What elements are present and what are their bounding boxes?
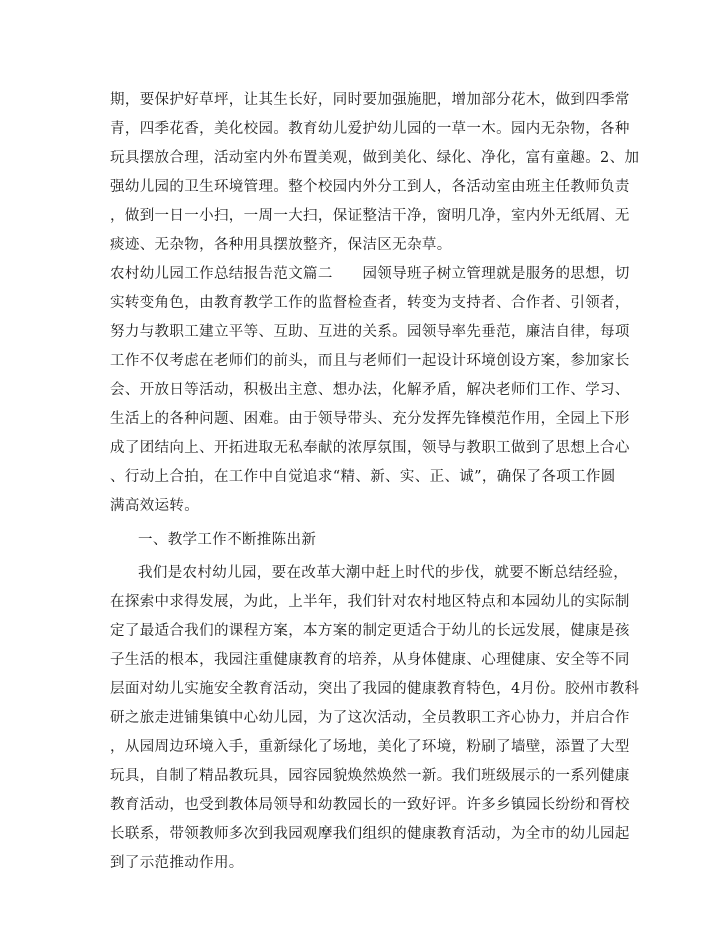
text-line: 强幼儿园的卫生环境管理。整个校园内外分工到人，各活动室由班主任教师负责 bbox=[110, 179, 630, 195]
text-line: 玩具，自制了精品教玩具，园容园貌焕然焕然一新。我们班级展示的一系列健康 bbox=[110, 768, 630, 784]
section-heading: 一、教学工作不断推陈出新 bbox=[138, 532, 317, 548]
text-line: 满高效运转。 bbox=[110, 498, 200, 514]
text-line: 痰迹、无杂物，各种用具摆放整齐，保洁区无杂草。 bbox=[110, 237, 452, 253]
text-line: 到了示范推动作用。 bbox=[110, 855, 244, 871]
text-line: 在探索中求得发展，为此，上半年，我们针对农村地区特点和本园幼儿的实际制 bbox=[110, 594, 630, 610]
text-line: 长联系，带领教师多次到我园观摩我们组织的健康教育活动，为全市的幼儿园起 bbox=[110, 826, 630, 842]
text-line: 玩具摆放合理，活动室内外布置美观，做到美化、绿化、净化，富有童趣。2、加 bbox=[110, 150, 640, 166]
text-line: ，做到一日一小扫，一周一大扫，保证整洁干净，窗明几净，室内外无纸屑、无 bbox=[110, 208, 630, 224]
text-line: 实转变角色，由教育教学工作的监督检查者，转变为支持者、合作者、引领者， bbox=[110, 295, 630, 311]
text-line: 研之旅走进铺集镇中心幼儿园，为了这次活动，全员教职工齐心协力，并启合作 bbox=[110, 710, 630, 726]
text-line: ，从园周边环境入手，重新绿化了场地，美化了环境，粉刷了墙壁，添置了大型 bbox=[110, 739, 630, 755]
text-line: 期，要保护好草坪，让其生长好，同时要加强施肥，增加部分花木，做到四季常 bbox=[110, 92, 630, 108]
section-title-line: 农村幼儿园工作总结报告范文篇二 园领导班子树立管理就是服务的思想，切 bbox=[110, 266, 630, 282]
text-line: 生活上的各种问题、困难。由于领导带头、充分发挥先锋模范作用，全园上下形 bbox=[110, 411, 630, 427]
text-line: 子生活的根本，我园注重健康教育的培养，从身体健康、心理健康、安全等不同 bbox=[110, 652, 630, 668]
text-line: 、行动上合拍，在工作中自觉追求“精、新、实、正、诚”，确保了各项工作圆 bbox=[110, 469, 616, 485]
text-line: 教育活动，也受到教体局领导和幼教园长的一致好评。许多乡镇园长纷纷和胥校 bbox=[110, 797, 630, 813]
text-line: 层面对幼儿实施安全教育活动，突出了我园的健康教育特色，4月份。胶州市教科 bbox=[110, 681, 640, 697]
text-line: 成了团结向上、开拓进取无私奉献的浓厚氛围，领导与教职工做到了思想上合心 bbox=[110, 440, 630, 456]
text-line: 青，四季花香，美化校园。教育幼儿爱护幼儿园的一草一木。园内无杂物，各种 bbox=[110, 121, 630, 137]
text-line: 努力与教职工建立平等、互助、互进的关系。园领导率先垂范，廉洁自律，每项 bbox=[110, 324, 630, 340]
text-line: 我们是农村幼儿园，要在改革大潮中赶上时代的步伐，就要不断总结经验， bbox=[138, 565, 629, 581]
text-line: 定了最适合我们的课程方案，本方案的制定更适合于幼儿的长远发展，健康是孩 bbox=[110, 623, 630, 639]
text-line: 工作不仅考虑在老师们的前头，而且与老师们一起设计环境创设方案，参加家长 bbox=[110, 353, 630, 369]
text-line: 会、开放日等活动，积极出主意、想办法，化解矛盾，解决老师们工作、学习、 bbox=[110, 382, 630, 398]
